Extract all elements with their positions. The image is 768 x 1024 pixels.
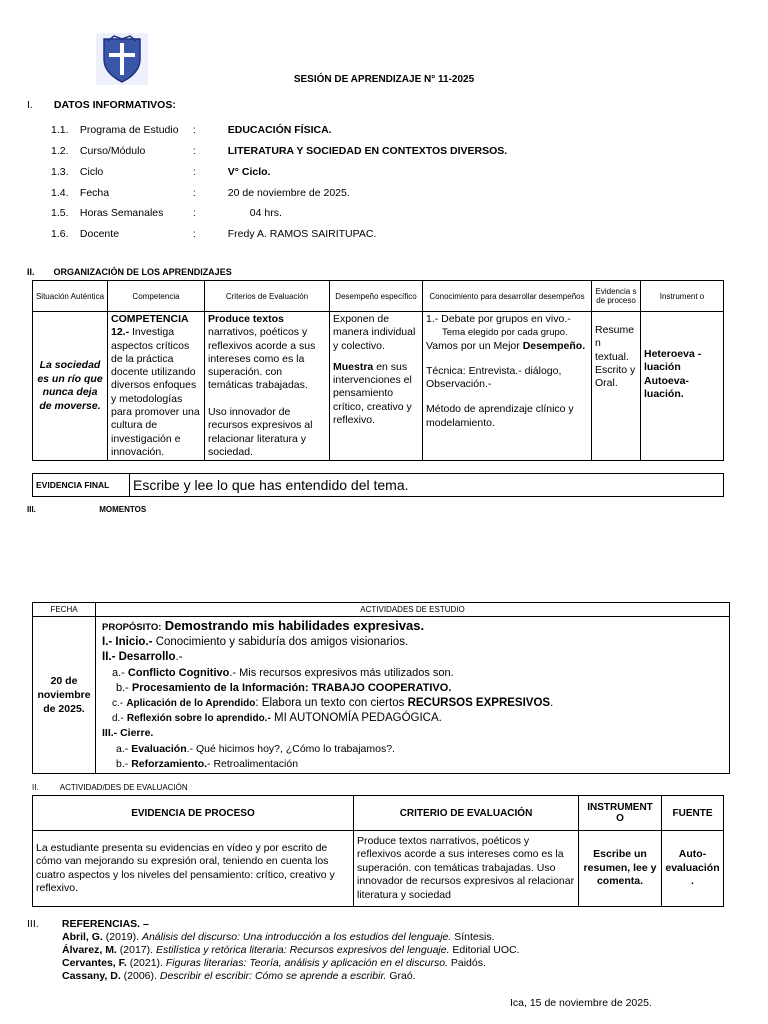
reference-author: Álvarez, M. — [62, 944, 117, 956]
reference-author: Cervantes, F. — [62, 957, 127, 969]
activity-a — [102, 666, 726, 681]
conocimiento-line: Tema elegido por cada grupo. — [442, 327, 568, 339]
info-number: 1.1. — [51, 124, 69, 136]
section5-heading — [27, 918, 149, 930]
reference-publisher: Editorial UOC. — [449, 944, 520, 956]
table-row — [33, 312, 724, 461]
info-value: 20 de noviembre de 2025. — [227, 187, 350, 199]
reference-title: Estilística y retórica literaria: Recursos expresivos del lenguaje. — [155, 944, 450, 956]
reference-title: Figuras literarias: Teoría, análisis y aplicación en el discurso. — [165, 957, 448, 969]
column-header: Conocimiento para desarrollar desempeños — [423, 281, 592, 312]
proposito-line — [102, 618, 726, 635]
info-value: 04 hrs. — [249, 207, 282, 219]
activity-prefix: c.- — [112, 698, 124, 710]
conocimiento-line — [426, 340, 588, 353]
activity-text: : Elabora un texto con ciertos — [255, 697, 405, 710]
competencia-text: Investiga aspectos críticos de la práctica docente utilizando diversos enfoques y metodologías para promover una cultura de investigación e innovación. — [111, 326, 200, 458]
inicio-text: Conocimiento y sabiduría dos amigos visionarios. — [155, 636, 409, 649]
evidencia-final-value: Escribe y lee lo que has entendido del tema. — [130, 474, 724, 497]
table-row — [33, 617, 730, 774]
reference-publisher: Paidós. — [447, 957, 486, 969]
cierre-line — [102, 726, 726, 741]
info-row: 1.1. Programa de Estudio : EDUCACIÓN FÍSICA. — [51, 124, 332, 136]
desempeno-text-2: en sus intervenciones el pensamiento crítico, creativo y reflexivo. — [333, 360, 412, 427]
reference-title: Describir el escribir: Cómo se aprende a escribir. — [159, 970, 387, 982]
momentos-activities — [96, 617, 730, 774]
criterios-cell — [205, 312, 330, 461]
reference-year: (2006). — [120, 970, 160, 982]
situacion-autentica: La sociedad es un río que nunca deja de moverse. — [33, 312, 108, 461]
document-title: SESIÓN DE APRENDIZAJE N° 11-2025 — [293, 74, 475, 85]
activity-text: .- Mis recursos expresivos más utilizados son. — [229, 666, 454, 679]
table-row — [33, 474, 724, 497]
reference-author: Abril, G. — [62, 931, 103, 943]
criterios-text-2: Uso innovador de recursos expresivos al relacionar literatura y sociedad. — [208, 406, 313, 458]
column-header: Instrument o — [641, 281, 724, 312]
section3-title: MOMENTOS — [99, 505, 147, 514]
info-row: 1.5. Horas Semanales : 04 hrs. — [51, 207, 282, 219]
column-header: ACTIVIDADES DE ESTUDIO — [96, 603, 730, 617]
evidencias-cell: Resume n textual. Escrito y Oral. — [592, 312, 641, 461]
activity-d — [102, 711, 726, 726]
column-header: FUENTE — [662, 796, 724, 831]
info-row: 1.4. Fecha : 20 de noviembre de 2025. — [51, 187, 350, 199]
inicio-label: I.- Inicio.- — [102, 636, 153, 649]
evaluation-evidencia: La estudiante presenta su evidencias en vídeo y por escrito de cómo van mejorando su expresión oral, teniendo en cuenta los cuatro aspectos y los niveles del pensamiento: crítico, creativo y reflexivo. — [33, 831, 354, 907]
activity-prefix: b.- — [116, 681, 129, 694]
section1-number: I. — [27, 99, 33, 111]
reference-item — [62, 970, 416, 982]
info-label: Curso/Módulo — [79, 145, 146, 157]
evaluation-table — [32, 795, 724, 907]
desarrollo-line: II.- Desarrollo.- — [102, 651, 183, 664]
column-header: Desempeño específico — [330, 281, 423, 312]
activity-text: - Retroalimentación — [207, 757, 299, 770]
info-label: Ciclo — [79, 166, 104, 178]
activity-label: Conflicto Cognitivo — [127, 666, 230, 679]
desempeno-text: Exponen de manera individual y colectivo. — [333, 313, 416, 352]
info-number: 1.3. — [51, 166, 69, 178]
evaluation-instrumento: Escribe un resumen, lee y comenta. — [579, 831, 662, 907]
conocimiento-line: Método de aprendizaje clínico y modelamiento. — [426, 403, 574, 429]
desempeno-cell — [330, 312, 423, 461]
info-number: 1.5. — [51, 207, 69, 219]
inicio-line — [102, 635, 726, 650]
info-row: 1.3. Ciclo : V° Ciclo. — [51, 166, 271, 178]
info-value: LITERATURA Y SOCIEDAD EN CONTEXTOS DIVERSOS. — [227, 145, 508, 157]
organization-table — [32, 280, 724, 461]
conocimiento-line: Técnica: Entrevista.- diálogo, Observación.- — [426, 364, 562, 391]
column-header: Competencia — [108, 281, 205, 312]
info-label: Programa de Estudio — [79, 124, 179, 136]
info-number: 1.4. — [51, 187, 69, 199]
activity-prefix: a.- — [116, 742, 129, 755]
table-header-row — [33, 603, 730, 617]
info-value: V° Ciclo. — [227, 166, 271, 178]
evaluation-criterio: Produce textos narrativos, poéticos y reflexivos acorde a sus intereses como es la superación. con temáticas trabajadas. Uso innovador de recursos expresivos al relacionar literatura y sociedad — [354, 831, 579, 907]
momentos-table — [32, 602, 730, 774]
activity-prefix: a.- — [112, 666, 125, 679]
activity-prefix: d.- — [112, 713, 124, 725]
activity-text: .- Qué hicimos hoy?, ¿Cómo lo trabajamos?. — [186, 742, 395, 755]
reference-item — [62, 957, 486, 969]
activity-label: Aplicación de lo Aprendido — [126, 698, 256, 710]
table-header-row — [33, 281, 724, 312]
evidencia-final-label: EVIDENCIA FINAL — [33, 474, 130, 497]
section4-title: ACTIVIDAD/DES DE EVALUACIÓN — [59, 783, 188, 792]
reference-author: Cassany, D. — [62, 970, 121, 982]
conocimiento-line: 1.- Debate por grupos en vivo.- — [426, 313, 571, 325]
conocimiento-bold: Desempeño. — [522, 339, 586, 352]
proposito-text: Demostrando mis habilidades expresivas. — [164, 618, 425, 633]
info-label: Horas Semanales — [79, 207, 164, 219]
section4-number: II. — [32, 783, 39, 792]
column-header: Evidencia s de proceso — [592, 281, 641, 312]
criterios-text: narrativos, poéticos y reflexivos acorde a sus intereses como es la superación. con temáticas trabajadas. — [208, 326, 316, 392]
info-row: 1.6. Docente : Fredy A. RAMOS SAIRITUPAC. — [51, 228, 377, 240]
reference-title: Análisis del discurso: Una introducción a los estudios del lenguaje. — [141, 931, 452, 943]
info-value: EDUCACIÓN FÍSICA. — [227, 124, 332, 136]
activity-label: Reflexión sobre lo aprendido.- — [126, 713, 271, 725]
info-label: Fecha — [79, 187, 110, 199]
info-value: Fredy A. RAMOS SAIRITUPAC. — [227, 228, 377, 240]
section1-title: DATOS INFORMATIVOS: — [53, 99, 176, 111]
desarrollo-label: II.- Desarrollo — [102, 651, 176, 664]
activity-label: Procesamiento de la Información: — [131, 681, 309, 694]
cierre-label: III.- Cierre. — [102, 727, 154, 740]
activity-c: c.- Aplicación de lo Aprendido: Elabora un texto con ciertos RECURSOS EXPRESIVOS. — [112, 697, 554, 710]
competencia-cell — [108, 312, 205, 461]
section2-title: ORGANIZACIÓN DE LOS APRENDIZAJES — [53, 267, 232, 277]
reference-year: (2019). — [102, 931, 142, 943]
activity-prefix: b.- — [116, 757, 129, 770]
section1-heading — [27, 99, 176, 111]
conocimiento-cell — [423, 312, 592, 461]
column-header: INSTRUMENT O — [579, 796, 662, 831]
section3-number: III. — [27, 505, 36, 514]
info-number: 1.6. — [51, 228, 69, 240]
reference-year: (2017). — [116, 944, 156, 956]
conocimiento-text: Vamos por un Mejor — [426, 339, 520, 352]
section3-heading — [27, 505, 146, 514]
activity-bold: RECURSOS EXPRESIVOS — [407, 697, 551, 710]
momentos-fecha: 20 de noviembre de 2025. — [33, 617, 96, 774]
evaluation-fuente: Auto- evaluación . — [662, 831, 724, 907]
column-header: FECHA — [33, 603, 96, 617]
place-date: Ica, 15 de noviembre de 2025. — [510, 997, 652, 1009]
reference-item — [62, 931, 495, 943]
info-number: 1.2. — [51, 145, 69, 157]
reference-item — [62, 944, 520, 956]
evidencia-final-table — [32, 473, 724, 497]
proposito-label: PROPÓSITO: — [102, 622, 162, 633]
info-label: Docente — [79, 228, 120, 240]
activity-text: TRABAJO COOPERATIVO. — [311, 681, 452, 694]
section5-number: III. — [27, 918, 39, 930]
instrumento-cell: Heteroeva -luación Autoeva- luación. — [641, 312, 724, 461]
reference-publisher: Síntesis. — [451, 931, 495, 943]
table-header-row — [33, 796, 724, 831]
column-header: CRITERIO DE EVALUACIÓN — [354, 796, 579, 831]
activity-text: MI AUTONOMÍA PEDAGÓGICA. — [273, 712, 442, 725]
column-header: EVIDENCIA DE PROCESO — [33, 796, 354, 831]
column-header: Situación Auténtica — [33, 281, 108, 312]
criterios-title: Produce textos — [208, 313, 284, 325]
section2-number: II. — [27, 267, 35, 277]
activity-label: Reforzamiento. — [131, 757, 208, 770]
activity-f — [102, 757, 726, 772]
section2-heading — [27, 267, 232, 277]
activity-b — [102, 681, 726, 696]
section4-heading — [32, 783, 188, 792]
info-row: 1.2. Curso/Módulo : LITERATURA Y SOCIEDAD EN CONTEXTOS DIVERSOS. — [51, 145, 508, 157]
reference-publisher: Graó. — [386, 970, 416, 982]
column-header: Criterios de Evaluación — [205, 281, 330, 312]
competencia-title: COMPETENCIA 12.- — [111, 313, 189, 339]
desempeno-title: Muestra — [333, 360, 374, 373]
activity-label: Evaluación — [131, 742, 187, 755]
section5-title: REFERENCIAS. – — [61, 918, 149, 930]
reference-year: (2021). — [126, 957, 166, 969]
table-row — [33, 831, 724, 907]
activity-e — [102, 742, 726, 757]
